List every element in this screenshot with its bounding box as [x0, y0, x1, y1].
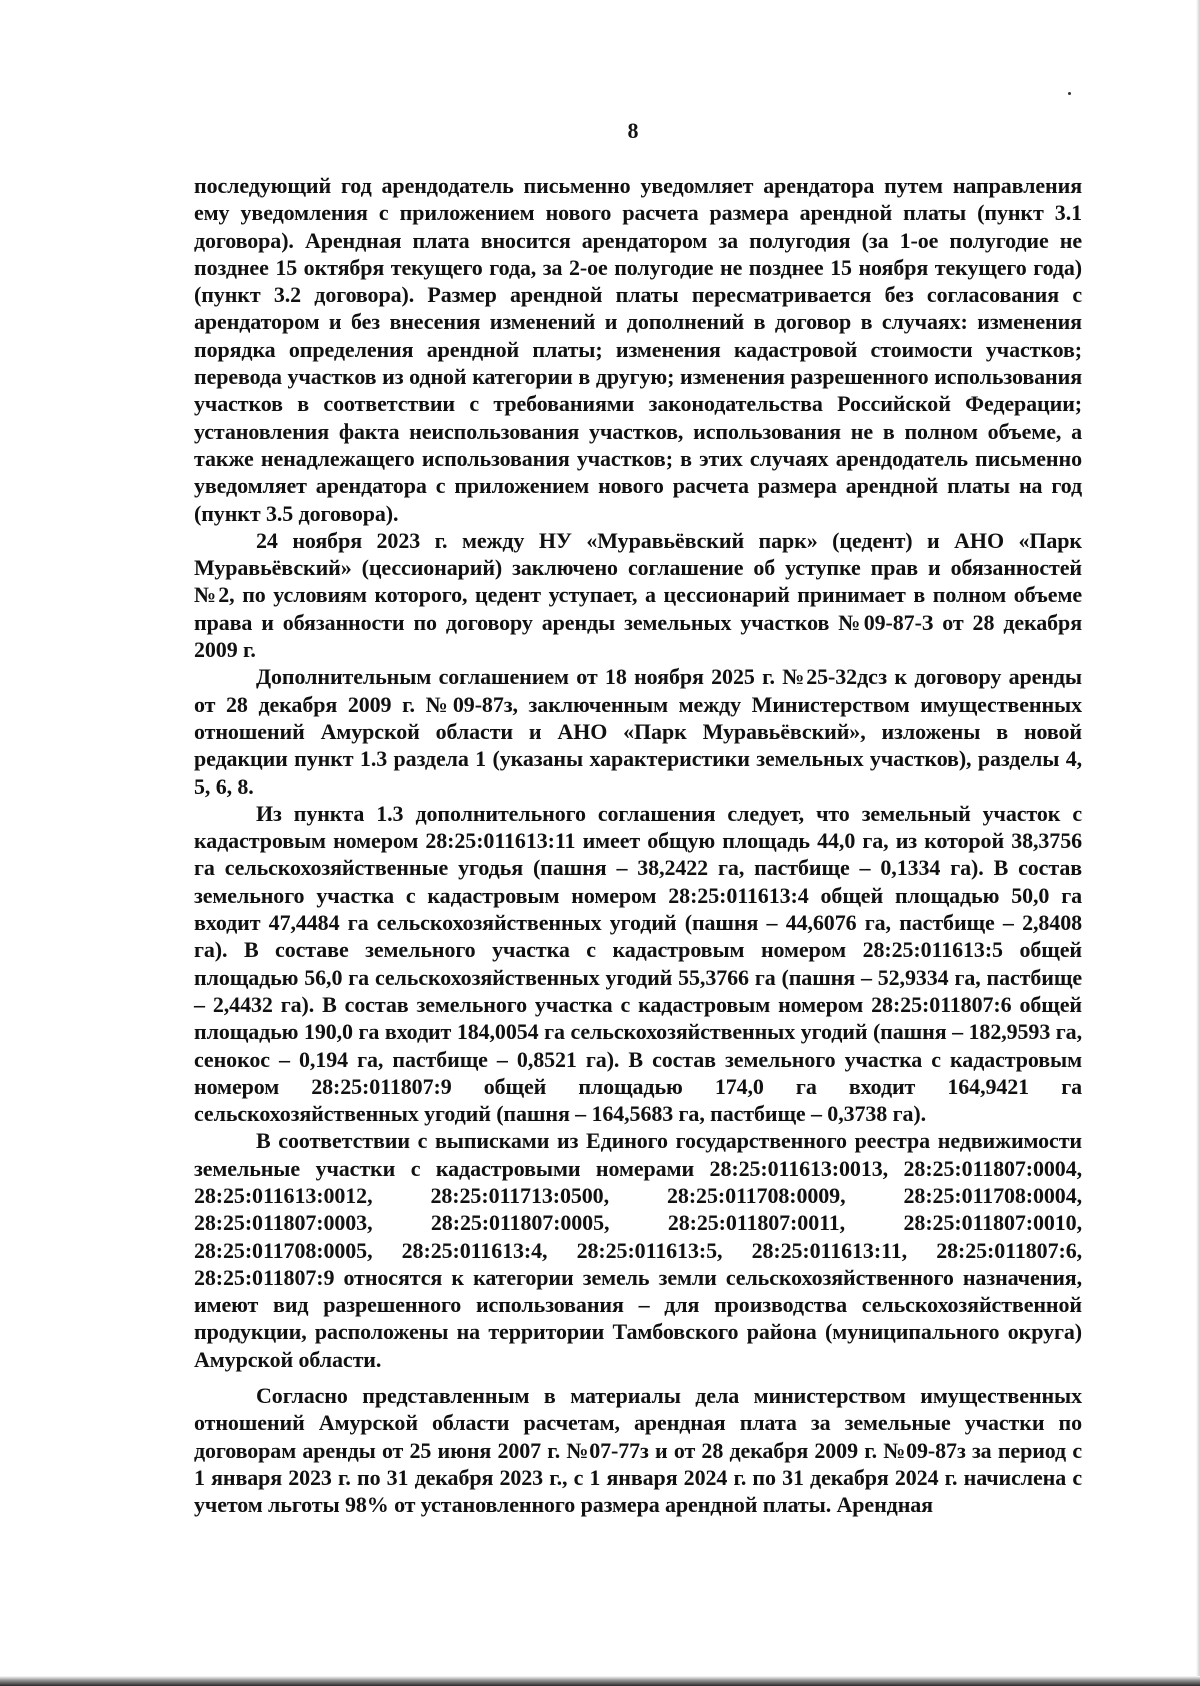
paragraph-land-plot-areas: Из пункта 1.3 дополнительного соглашения следует, что земельный участок с кадастровым номером 28:25:011613:11 имеет общую площадь 44,0 га, из которой 38,3756 га сельскохозяйственные угодья (пашня – 38,2422 га, пастбище – 0,1334 га). В состав земельного участка с кадастровым номером 28:25:011613:4 общей площадью 50,0 га входит 47,4484 га сельскохозяйственных угодий (пашня – 44,6076 га, пастбище – 2,8408 га). В составе земельного участка с кадастровым номером 28:25:011613:5 общей площадью 56,0 га сельскохозяйственных угодий 55,3766 га (пашня – 52,9334 га, пастбище – 2,4432 га). В состав земельного участка с кадастровым номером 28:25:011807:6 общей площадью 190,0 га входит 184,0054 га сельскохозяйственных угодий (пашня – 182,9593 га, сенокос – 0,194 га, пастбище – 0,8521 га). В состав земельного участка с кадастровым номером 28:25:011807:9 общей площадью 174,0 га входит 164,9421 га сельскохозяйственных угодий (пашня – 164,5683 га, пастбище – 0,3738 га). — [194, 800, 1082, 1127]
document-body — [194, 172, 1082, 1519]
paragraph-continuation: последующий год арендодатель письменно уведомляет арендатора путем направления ему уведомления с приложением нового расчета размера арендной платы (пункт 3.1 договора). Арендная плата вносится арендатором за полугодия (за 1-ое полугодие не позднее 15 октября текущего года, за 2-ое полугодие не позднее 15 ноября текущего года) (пункт 3.2 договора). Размер арендной платы пересматривается без согласования с арендатором и без внесения изменений и дополнений в договор в случаях: изменения порядка определения арендной платы; изменения кадастровой стоимости участков; перевода участков из одной категории в другую; изменения разрешенного использования участков в соответствии с требованиями законодательства Российской Федерации; установления факта неиспользования участков, использования не в полном объеме, а также ненадлежащего использования участков; в этих случаях арендодатель письменно уведомляет арендатора с приложением нового расчета размера арендной платы на год (пункт 3.5 договора). — [194, 173, 1082, 526]
page-number: 8 — [627, 118, 639, 143]
paragraph-additional-agreement: Дополнительным соглашением от 18 ноября 2025 г. №25-32дсз к договору аренды от 28 декабря 2009 г. №09-87з, заключенным между Министерством имущественных отношений Амурской области и АНО «Парк Муравьёвский», изложены в новой редакции пункт 1.3 раздела 1 (указаны характеристики земельных участков), разделы 4, 5, 6, 8. — [194, 664, 1082, 799]
scan-right-edge — [1196, 0, 1200, 1686]
paragraph-assignment-agreement: 24 ноября 2023 г. между НУ «Муравьёвский парк» (цедент) и АНО «Парк Муравьёвский» (цессионарий) заключено соглашение об уступке прав и обязанностей №2, по условиям которого, цедент уступает, а цессионарий принимает в полном объеме права и обязанности по договору аренды земельных участков №09-87-З от 28 декабря 2009 г. — [194, 527, 1082, 663]
scan-speck — [1068, 92, 1071, 95]
scan-bottom-edge — [0, 1676, 1200, 1686]
paragraph-registry-extracts: В соответствии с выписками из Единого государственного реестра недвижимости земельные участки с кадастровыми номерами 28:25:011613:0013, 28:25:011807:0004, 28:25:011613:0012, 28:25:011713:0500, 28:25:011708:0009, 28:25:011708:0004, 28:25:011807:0003, 28:25:011807:0005, 28:25:011807:0011, 28:25:011807:0010, 28:25:011708:0005, 28:25:011613:4, 28:25:011613:5, 28:25:011613:11, 28:25:011807:6, 28:25:011807:9 относятся к категории земель земли сельскохозяйственного назначения, имеют вид разрешенного использования – для производства сельскохозяйственной продукции, расположены на территории Тамбовского района (муниципального округа) Амурской области. — [194, 1128, 1082, 1372]
paragraph-rent-calculation: Согласно представленным в материалы дела министерством имущественных отношений Амурской области расчетам, арендная плата за земельные участки по договорам аренды от 25 июня 2007 г. №07-77з и от 28 декабря 2009 г. №09-87з за период с 1 января 2023 г. по 31 декабря 2023 г., с 1 января 2024 г. по 31 декабря 2024 г. начислена с учетом льготы 98% от установленного размера арендной платы. Арендная — [194, 1383, 1082, 1518]
